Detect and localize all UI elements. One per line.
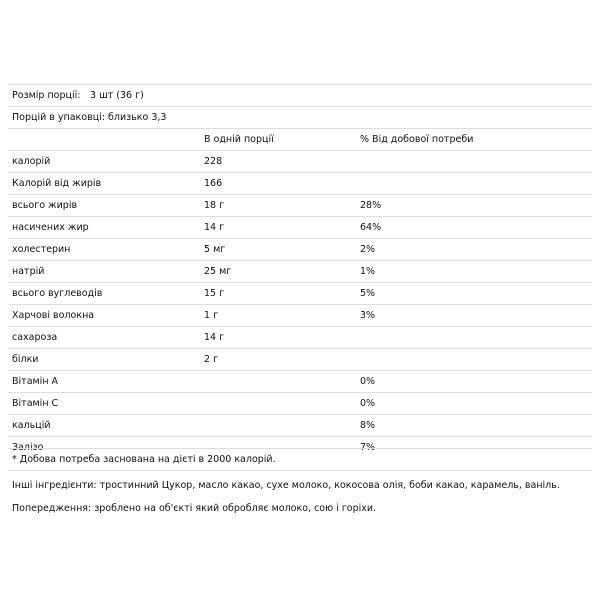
table-row xyxy=(8,172,592,194)
nutrient-amount: 15 г xyxy=(204,288,225,299)
nutrient-name: натрій xyxy=(12,266,45,277)
table-row xyxy=(8,392,592,414)
nutrient-amount: 1 г xyxy=(204,310,219,321)
nutrient-name: холестерин xyxy=(12,244,71,255)
table-row xyxy=(8,370,592,392)
nutrient-daily-value: 0% xyxy=(360,398,376,409)
servings-per-container-row xyxy=(8,106,592,128)
nutrient-name: Вітамін С xyxy=(12,398,59,409)
warning-row xyxy=(8,496,592,522)
header-per-serving: В одній порції xyxy=(204,134,274,145)
nutrient-daily-value: 64% xyxy=(360,222,382,233)
nutrient-name: білки xyxy=(12,354,39,365)
nutrient-name: кальцій xyxy=(12,420,51,431)
serving-size-label: Розмір порції: xyxy=(12,90,81,101)
table-row xyxy=(8,282,592,304)
nutrient-name: Харчові волокна xyxy=(12,310,95,321)
allergen-warning: Попередження: зроблено на об'єкті який обробляє молоко, сою і горіхи. xyxy=(12,503,377,514)
nutrient-amount: 166 xyxy=(204,178,223,189)
nutrient-daily-value: 5% xyxy=(360,288,376,299)
nutrient-name: Вітамін А xyxy=(12,376,59,387)
serving-size-row xyxy=(8,84,592,106)
nutrient-amount: 14 г xyxy=(204,332,225,343)
nutrient-daily-value: 3% xyxy=(360,310,376,321)
table-row xyxy=(8,216,592,238)
nutrient-daily-value: 2% xyxy=(360,244,376,255)
nutrient-amount: 228 xyxy=(204,156,223,167)
table-row xyxy=(8,238,592,260)
nutrient-amount: 18 г xyxy=(204,200,225,211)
nutrient-name: всього жирів xyxy=(12,200,78,211)
table-row xyxy=(8,260,592,282)
table-header-row xyxy=(8,128,592,150)
nutrient-daily-value: 1% xyxy=(360,266,376,277)
table-row xyxy=(8,194,592,216)
nutrient-amount: 5 мг xyxy=(204,244,226,255)
footnote-row xyxy=(8,448,592,470)
nutrient-name: всього вуглеводів xyxy=(12,288,103,299)
nutrient-daily-value: 8% xyxy=(360,420,376,431)
nutrient-name: Калорій від жирів xyxy=(12,178,102,189)
nutrient-amount: 25 мг xyxy=(204,266,232,277)
serving-size-value: 3 шт (36 г) xyxy=(90,90,144,101)
table-row xyxy=(8,414,592,436)
nutrient-name: Залізо xyxy=(12,442,44,453)
nutrient-daily-value: 7% xyxy=(360,442,376,453)
header-daily-value: % Від добової потреби xyxy=(360,134,474,145)
nutrient-amount: 2 г xyxy=(204,354,219,365)
table-row xyxy=(8,348,592,370)
nutrient-daily-value: 0% xyxy=(360,376,376,387)
table-row xyxy=(8,326,592,348)
nutrient-name: насичених жир xyxy=(12,222,89,233)
table-row xyxy=(8,304,592,326)
nutrient-name: сахароза xyxy=(12,332,58,343)
nutrient-name: калорій xyxy=(12,156,51,167)
nutrient-daily-value: 28% xyxy=(360,200,382,211)
nutrient-amount: 14 г xyxy=(204,222,225,233)
ingredients-text: Інші інгредієнти: тростинний Цукор, масло какао, сухе молоко, кокосова олія, боби какао, карамель, ваніль. xyxy=(12,480,560,491)
servings-per-container: Порцій в упаковці: близько 3,3 xyxy=(12,112,167,123)
daily-value-footnote: * Добова потреба заснована на дієті в 2000 калорій. xyxy=(12,454,276,465)
table-row xyxy=(8,150,592,172)
